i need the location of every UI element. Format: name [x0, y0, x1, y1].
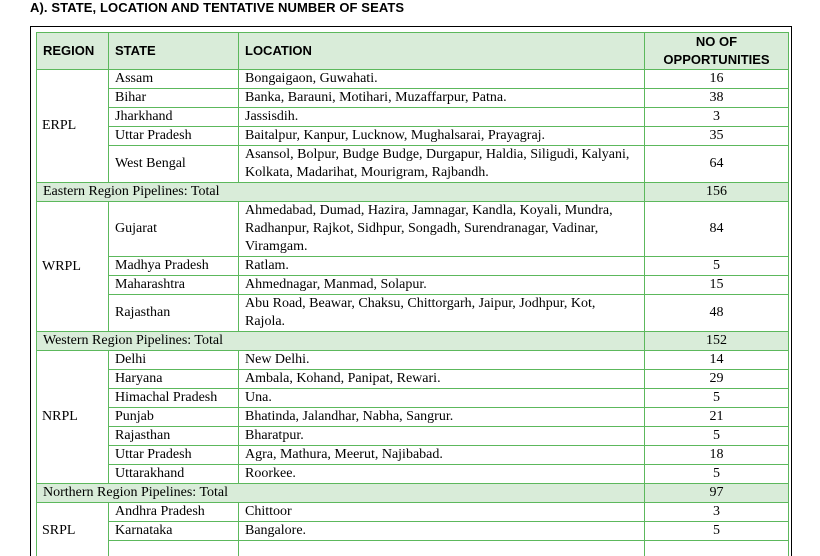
table-row — [37, 257, 789, 276]
location-cell: Agra, Mathura, Meerut, Najibabad. — [239, 446, 645, 465]
total-value: 156 — [645, 183, 789, 202]
seats-table-container — [30, 26, 792, 556]
location-cell: Baitalpur, Kanpur, Lucknow, Mughalsarai, Prayagraj. — [239, 127, 645, 146]
total-label: Western Region Pipelines: Total — [37, 332, 645, 351]
location-cell: Asansol, Bolpur, Budge Budge, Durgapur, Haldia, Siligudi, Kalyani, Kolkata, Madarihat, Mourigram, Rajbandh. — [239, 146, 645, 183]
state-cell: Haryana — [109, 370, 239, 389]
table-row — [37, 351, 789, 370]
header-opportunities-line2: OPPORTUNITIES — [663, 52, 769, 67]
table-row — [37, 541, 789, 556]
total-value: 152 — [645, 332, 789, 351]
total-row-erpl — [37, 183, 789, 202]
table-row — [37, 503, 789, 522]
table-row — [37, 202, 789, 257]
count-cell: 38 — [645, 89, 789, 108]
total-row-nrpl — [37, 484, 789, 503]
table-row — [37, 427, 789, 446]
location-cell: New Delhi. — [239, 351, 645, 370]
count-cell: 84 — [645, 202, 789, 257]
header-opportunities-line1: NO OF — [696, 34, 737, 49]
state-cell: Uttar Pradesh — [109, 446, 239, 465]
location-cell: Banka, Barauni, Motihari, Muzaffarpur, Patna. — [239, 89, 645, 108]
seats-table — [36, 32, 789, 556]
count-cell: 29 — [645, 370, 789, 389]
table-row — [37, 70, 789, 89]
count-cell — [645, 541, 789, 556]
table-header-row — [37, 33, 789, 70]
count-cell: 48 — [645, 295, 789, 332]
table-row — [37, 370, 789, 389]
location-cell: Ambala, Kohand, Panipat, Rewari. — [239, 370, 645, 389]
location-cell: Bangalore. — [239, 522, 645, 541]
region-cell-wrpl: WRPL — [37, 202, 109, 332]
location-cell: Abu Road, Beawar, Chaksu, Chittorgarh, Jaipur, Jodhpur, Kot, Rajola. — [239, 295, 645, 332]
state-cell: Punjab — [109, 408, 239, 427]
count-cell: 5 — [645, 465, 789, 484]
table-row — [37, 146, 789, 183]
state-cell: Rajasthan — [109, 427, 239, 446]
location-cell: Ratlam. — [239, 257, 645, 276]
count-cell: 16 — [645, 70, 789, 89]
count-cell: 5 — [645, 427, 789, 446]
total-label: Eastern Region Pipelines: Total — [37, 183, 645, 202]
state-cell: Bihar — [109, 89, 239, 108]
location-cell: Roorkee. — [239, 465, 645, 484]
state-cell: Andhra Pradesh — [109, 503, 239, 522]
location-cell: Jassisdih. — [239, 108, 645, 127]
location-cell: Bharatpur. — [239, 427, 645, 446]
state-cell — [109, 541, 239, 556]
table-row — [37, 276, 789, 295]
header-location: LOCATION — [239, 33, 645, 70]
region-cell-srpl: SRPL — [37, 503, 109, 556]
count-cell: 18 — [645, 446, 789, 465]
count-cell: 5 — [645, 522, 789, 541]
location-cell — [239, 541, 645, 556]
state-cell: Himachal Pradesh — [109, 389, 239, 408]
table-row — [37, 127, 789, 146]
header-opportunities — [645, 33, 789, 70]
location-cell: Chittoor — [239, 503, 645, 522]
table-row — [37, 295, 789, 332]
location-cell: Ahmednagar, Manmad, Solapur. — [239, 276, 645, 295]
count-cell: 3 — [645, 503, 789, 522]
state-cell: Delhi — [109, 351, 239, 370]
state-cell: Uttarakhand — [109, 465, 239, 484]
state-cell: Assam — [109, 70, 239, 89]
state-cell: Gujarat — [109, 202, 239, 257]
table-row — [37, 108, 789, 127]
table-row — [37, 408, 789, 427]
state-cell: Uttar Pradesh — [109, 127, 239, 146]
state-cell: Karnataka — [109, 522, 239, 541]
count-cell: 64 — [645, 146, 789, 183]
total-row-wrpl — [37, 332, 789, 351]
total-value: 97 — [645, 484, 789, 503]
state-cell: West Bengal — [109, 146, 239, 183]
table-row — [37, 389, 789, 408]
location-cell: Bhatinda, Jalandhar, Nabha, Sangrur. — [239, 408, 645, 427]
table-row — [37, 522, 789, 541]
count-cell: 5 — [645, 389, 789, 408]
region-cell-erpl: ERPL — [37, 70, 109, 183]
count-cell: 15 — [645, 276, 789, 295]
count-cell: 21 — [645, 408, 789, 427]
header-state: STATE — [109, 33, 239, 70]
count-cell: 3 — [645, 108, 789, 127]
table-row — [37, 89, 789, 108]
region-cell-nrpl: NRPL — [37, 351, 109, 484]
count-cell: 35 — [645, 127, 789, 146]
table-row — [37, 465, 789, 484]
location-cell: Bongaigaon, Guwahati. — [239, 70, 645, 89]
location-cell: Ahmedabad, Dumad, Hazira, Jamnagar, Kandla, Koyali, Mundra, Radhanpur, Rajkot, Sidhpur, Songadh, Surendranagar, Vadinar, Viramgam. — [239, 202, 645, 257]
state-cell: Maharashtra — [109, 276, 239, 295]
count-cell: 14 — [645, 351, 789, 370]
state-cell: Madhya Pradesh — [109, 257, 239, 276]
state-cell: Jharkhand — [109, 108, 239, 127]
total-label: Northern Region Pipelines: Total — [37, 484, 645, 503]
count-cell: 5 — [645, 257, 789, 276]
header-region: REGION — [37, 33, 109, 70]
location-cell: Una. — [239, 389, 645, 408]
table-row — [37, 446, 789, 465]
section-heading: A). STATE, LOCATION AND TENTATIVE NUMBER OF SEATS — [30, 0, 404, 15]
state-cell: Rajasthan — [109, 295, 239, 332]
